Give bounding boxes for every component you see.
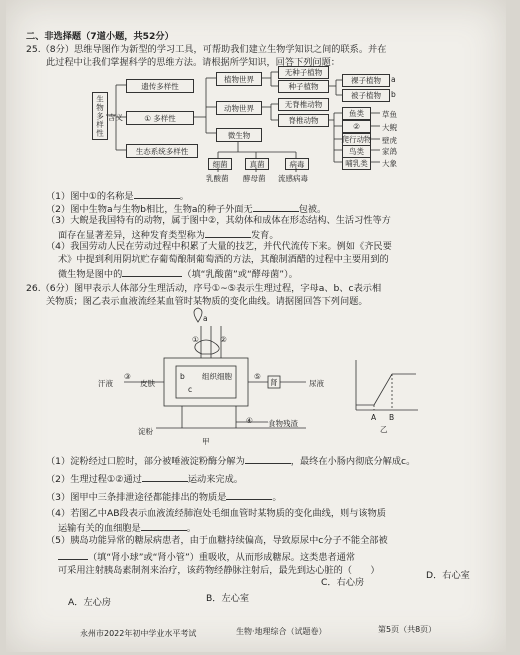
mindmap-fun-ex: 酵母菌: [243, 174, 266, 183]
footer-paper-name: 生物·地理综合（试题卷）: [236, 627, 327, 636]
mindmap-ex2: 大鲵: [382, 123, 397, 132]
fig-label-c: c: [188, 385, 193, 394]
mindmap-seed: 种子植物: [278, 80, 329, 93]
fig-label-n1: ①: [192, 335, 199, 344]
fig-B: B: [389, 413, 395, 422]
mindmap-bac-ex: 乳酸菌: [206, 174, 229, 183]
fig-residue: 食物残渣: [268, 419, 298, 428]
fig-jia: 甲: [202, 437, 210, 446]
q26-option-d: D．右心室: [426, 570, 470, 581]
mindmap-fungi: 真菌: [245, 158, 269, 170]
q25-sub2: （2）图中生物a与生物b相比，生物a的种子外面无 包被。: [46, 204, 327, 215]
q25-sub3b: 面存在显著差异，这种发育类型称为 发育。: [58, 230, 279, 241]
q26-sub4b: 运输有关的血细胞是 。: [58, 523, 196, 534]
mindmap-num2: ②: [342, 120, 371, 133]
fig-label-b: b: [180, 372, 185, 381]
mindmap-gymno: 裸子植物: [342, 74, 390, 87]
mindmap-invertebrate: 无脊椎动物: [278, 98, 329, 111]
q26-sub4a: （4）若图乙中AB段表示血液流经肺泡处毛细血管时某物质的变化曲线，则与该物质: [46, 508, 386, 519]
mindmap-bacteria: 细菌: [208, 158, 232, 170]
q26-option-c: C．右心房: [321, 577, 365, 588]
fig-starch: 淀粉: [138, 427, 153, 436]
q25-intro-line2: 此过程中让我们掌握科学的思维方法。请根据所学知识，回答下列问题：: [46, 57, 340, 68]
fig-kidney: 肾: [270, 378, 278, 387]
mindmap-fish: 鱼类: [342, 107, 371, 120]
q26-intro-line1: 26.（6分）图甲表示人体部分生理活动，序号①~⑤表示生理过程，字母a、b、c表示相: [26, 283, 382, 294]
figure-jia-lines: [6, 0, 506, 460]
q26-sub5b: （填“肾小球”或“肾小管”）重吸收，从而形成糖尿。这类患者通常: [58, 551, 355, 562]
fig-A: A: [371, 413, 377, 422]
section-header: 二、非选择题（7道小题，共52分）: [26, 31, 174, 42]
fig-cell: 组织细胞: [202, 372, 232, 381]
mindmap-ex1: 草鱼: [382, 110, 397, 119]
fig-skin: 皮肤: [140, 379, 155, 388]
footer-page-number: 第5页（共8页）: [378, 625, 437, 634]
mindmap-angio: 被子植物: [342, 89, 390, 102]
mindmap-plant: 植物世界: [216, 72, 262, 86]
footer-exam-name: 永州市2022年初中学业水平考试: [80, 629, 197, 638]
mindmap-spore: 无种子植物: [278, 66, 329, 79]
q26-sub1: （1）淀粉经过口腔时，部分被唾液淀粉酶分解为 ，最终在小肠内彻底分解成c。: [46, 456, 416, 467]
q25-sub4c: 微生物是图中的 （填“乳酸菌”或“酵母菌”）。: [58, 269, 298, 280]
fig-n4: ④: [246, 416, 253, 425]
mindmap-bird: 鸟类: [342, 145, 371, 158]
fig-sweat: 汗液: [98, 379, 113, 388]
mindmap-ex5: 大象: [382, 159, 397, 168]
mindmap-micro: 微生物: [216, 128, 262, 142]
mindmap-label-b: b: [391, 90, 396, 99]
exam-page: [6, 0, 506, 652]
q25-sub4b: 术》中提到利用阴坑贮存葡萄酿制葡萄酒的方法，其酿制酒醋的过程中主要用到的: [58, 254, 389, 265]
fig-urine: 尿液: [309, 379, 324, 388]
mindmap-ex3: 壁虎: [382, 136, 397, 145]
fig-yi: 乙: [380, 425, 388, 434]
mindmap-ex4: 家鸽: [382, 147, 397, 156]
q26-option-a: A．左心房: [68, 597, 112, 608]
mindmap-vertebrate: 脊椎动物: [278, 114, 329, 127]
mindmap-root: 生物多样性: [92, 92, 108, 140]
mindmap-meaning: 含义: [108, 113, 123, 122]
mindmap-animal: 动物世界: [216, 101, 262, 115]
mindmap-mammal: 哺乳类: [342, 157, 371, 170]
mindmap-reptile: 爬行动物: [341, 135, 372, 144]
q25-intro-line1: 25.（8分）思维导图作为新型的学习工具，可帮助我们建立生物学知识之间的联系。并在: [26, 44, 387, 55]
fig-n3: ③: [124, 372, 131, 381]
mindmap-genetic: 遗传多样性: [126, 79, 194, 93]
q25-sub3a: （3）大鲵是我国特有的动物，属于图中②，其幼体和成体在形态结构、生活习性等方: [46, 215, 391, 226]
mindmap-ecosystem: 生态系统多样性: [126, 144, 198, 158]
q26-sub5a: （5）胰岛功能异常的糖尿病患者，由于血糖持续偏高，导致原尿中c分子不能全部被: [46, 535, 388, 546]
mindmap-virus: 病毒: [285, 158, 309, 170]
mindmap-species: ① 多样性: [126, 111, 194, 125]
q26-sub3: （3）图甲中三条排泄途径都能排出的物质是 。: [46, 492, 282, 503]
fig-label-a: a: [203, 314, 208, 323]
q26-sub2: （2）生理过程①②通过 运动来完成。: [46, 474, 243, 485]
q26-sub5c: 可采用注射胰岛素制剂来治疗，该药物经静脉注射后，最先到达心脏的（ ）: [58, 565, 380, 576]
q26-intro-line2: 关物质；图乙表示血液流经某血管时某物质的变化曲线。请据图回答下列问题。: [46, 296, 368, 307]
fig-n5: ⑤: [254, 372, 261, 381]
q25-sub1: （1）图中①的名称是 。: [46, 191, 189, 202]
q26-option-b: B．左心室: [206, 593, 250, 604]
mindmap-label-a: a: [391, 75, 396, 84]
q25-sub4a: （4）我国劳动人民在劳动过程中积累了大量的技艺，并代代流传下来。例如《齐民要: [46, 241, 392, 252]
mindmap-vir-ex: 流感病毒: [278, 174, 308, 183]
fig-label-n2: ②: [220, 335, 227, 344]
